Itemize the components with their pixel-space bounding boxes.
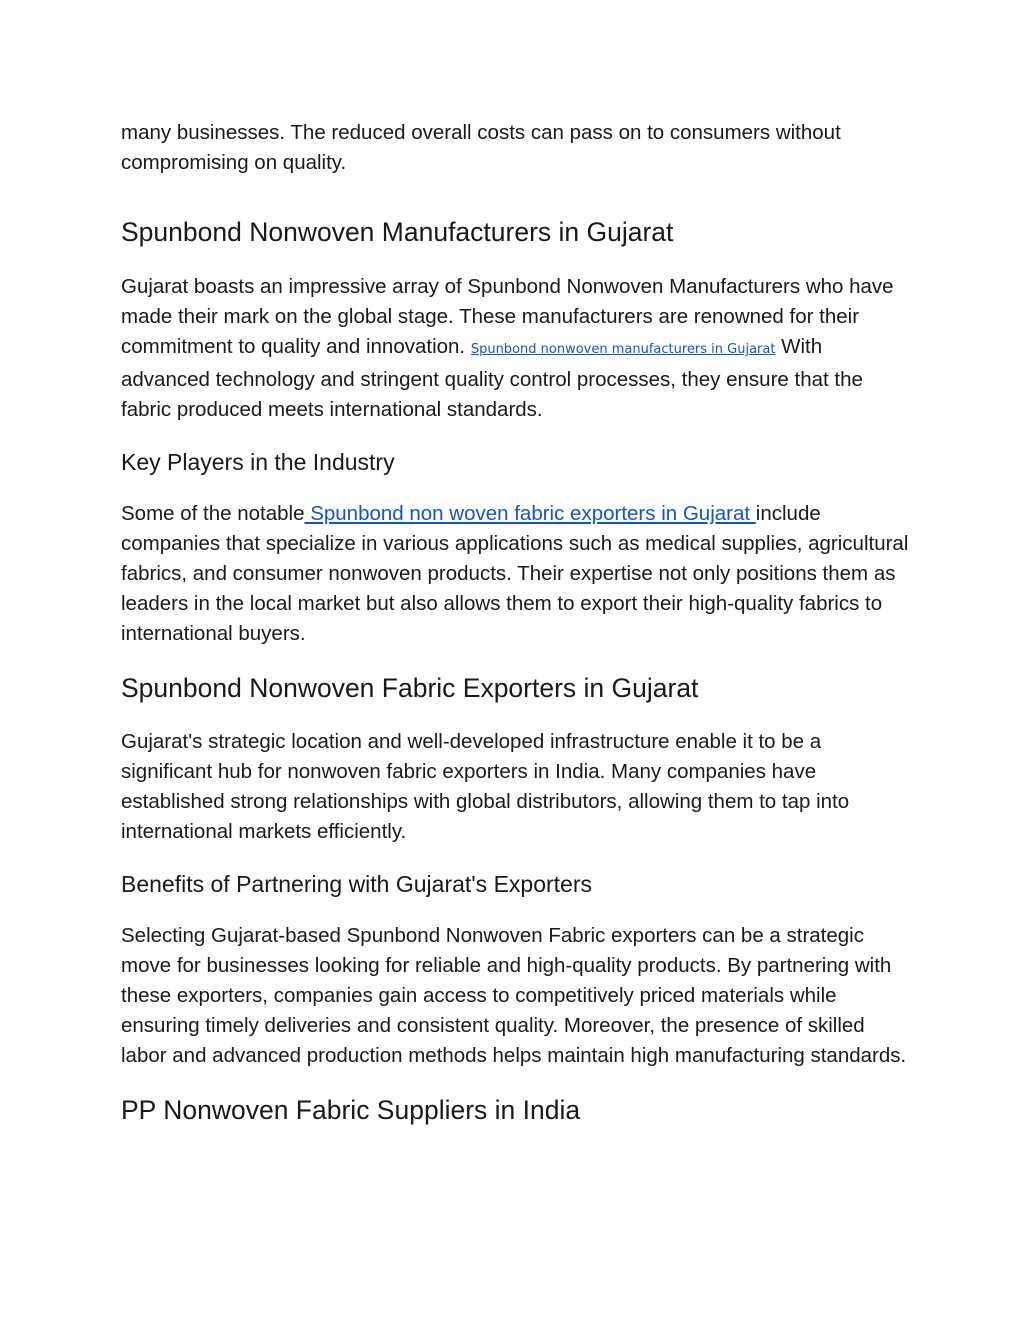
intro-paragraph: many businesses. The reduced overall costs can pass on to consumers without compromising on quality. [121, 121, 841, 174]
manufacturers-heading: Spunbond Nonwoven Manufacturers in Gujarat [121, 217, 674, 247]
manufacturers-paragraph [121, 272, 911, 425]
manufacturers-text-before-link: Gujarat boasts an impressive array of Spunbond Nonwoven Manufacturers who have made their mark on the global stage. These manufacturers are renowned for their commitment to quality and innovation. [121, 275, 894, 358]
suppliers-heading: PP Nonwoven Fabric Suppliers in India [121, 1095, 581, 1125]
key-players-text-before-link: Some of the notable [121, 502, 305, 525]
manufacturers-text-after-link: With advanced technology and stringent quality control processes, they ensure that the fabric produced meets international standards. [121, 335, 863, 421]
key-players-paragraph [121, 499, 911, 649]
exporters-heading: Spunbond Nonwoven Fabric Exporters in Gujarat [121, 673, 699, 703]
key-players-heading: Key Players in the Industry [121, 449, 395, 475]
key-players-text-after-link: include companies that specialize in various applications such as medical supplies, agricultural fabrics, and consumer nonwoven products. Their expertise not only positions them as leaders in the local market but also allows them to export their high-quality fabrics to international buyers. [121, 502, 909, 645]
benefits-paragraph: Selecting Gujarat-based Spunbond Nonwoven Fabric exporters can be a strategic move for businesses looking for reliable and high-quality products. By partnering with these exporters, companies gain access to competitively priced materials while ensuring timely deliveries and consistent quality. Moreover, the presence of skilled labor and advanced production methods helps maintain high manufacturing standards. [121, 924, 907, 1067]
exporters-paragraph: Gujarat's strategic location and well-developed infrastructure enable it to be a significant hub for nonwoven fabric exporters in India. Many companies have established strong relationships with global distributors, allowing them to tap into international markets efficiently. [121, 730, 850, 843]
benefits-heading: Benefits of Partnering with Gujarat's Exporters [121, 871, 592, 897]
document-page [121, 118, 911, 1127]
exporters-link[interactable]: Spunbond non woven fabric exporters in Gujarat [304, 502, 756, 525]
manufacturers-link[interactable]: Spunbond nonwoven manufacturers in Gujarat [470, 342, 776, 357]
